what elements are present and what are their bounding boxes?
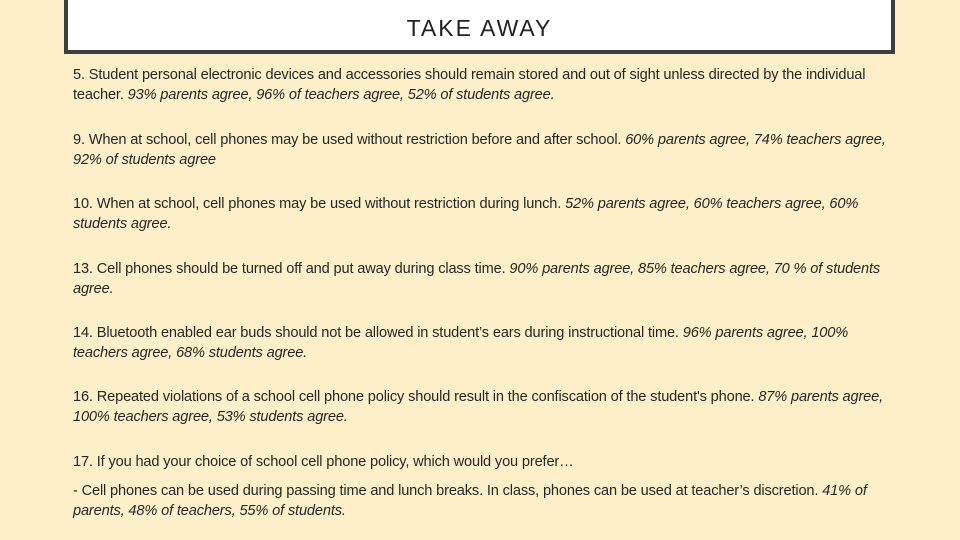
item-text: 9. When at school, cell phones may be used without restriction before and after school. [73,132,626,148]
item-stats: 93% parents agree, 96% of teachers agree, 52% of students agree. [127,86,555,103]
survey-item-16 [73,388,891,427]
item-text: 10. When at school, cell phones may be used without restriction during lunch. [73,196,566,212]
survey-item-5 [73,66,891,105]
survey-item-14 [73,324,891,363]
item-stats: 96% parents agree, 100% teachers agree, 68% students agree. [73,325,849,361]
survey-item-17 [73,453,891,473]
item-text: 5. Student personal electronic devices and accessories should remain stored and out of sight unless directed by the individual teacher. [73,67,866,103]
survey-item-17-option [73,482,891,521]
survey-item-9 [73,131,891,170]
item-text: 14. Bluetooth enabled ear buds should not be allowed in student’s ears during instructional time. [73,325,683,341]
title-box [64,0,895,54]
item-text: 13. Cell phones should be turned off and put away during class time. [73,261,510,277]
item-stats: 90% parents agree, 85% teachers agree, 70 % of students agree. [73,261,881,297]
slide-title: TAKE AWAY [406,14,553,41]
item-text: 17. If you had your choice of school cell phone policy, which would you prefer… [73,454,574,470]
survey-item-10 [73,195,891,234]
item-text: - Cell phones can be used during passing time and lunch breaks. In class, phones can be used at teacher’s discretion. [73,483,823,499]
item-text: 16. Repeated violations of a school cell phone policy should result in the confiscation of the student's phone. [73,389,759,405]
item-stats: 52% parents agree, 60% teachers agree, 60% students agree. [73,196,859,232]
item-stats: 87% parents agree, 100% teachers agree, 53% students agree. [73,389,884,425]
item-stats: 60% parents agree, 74% teachers agree, 92% of students agree [73,132,886,168]
item-stats: 41% of parents, 48% of teachers, 55% of students. [73,483,867,519]
survey-item-13 [73,260,891,299]
